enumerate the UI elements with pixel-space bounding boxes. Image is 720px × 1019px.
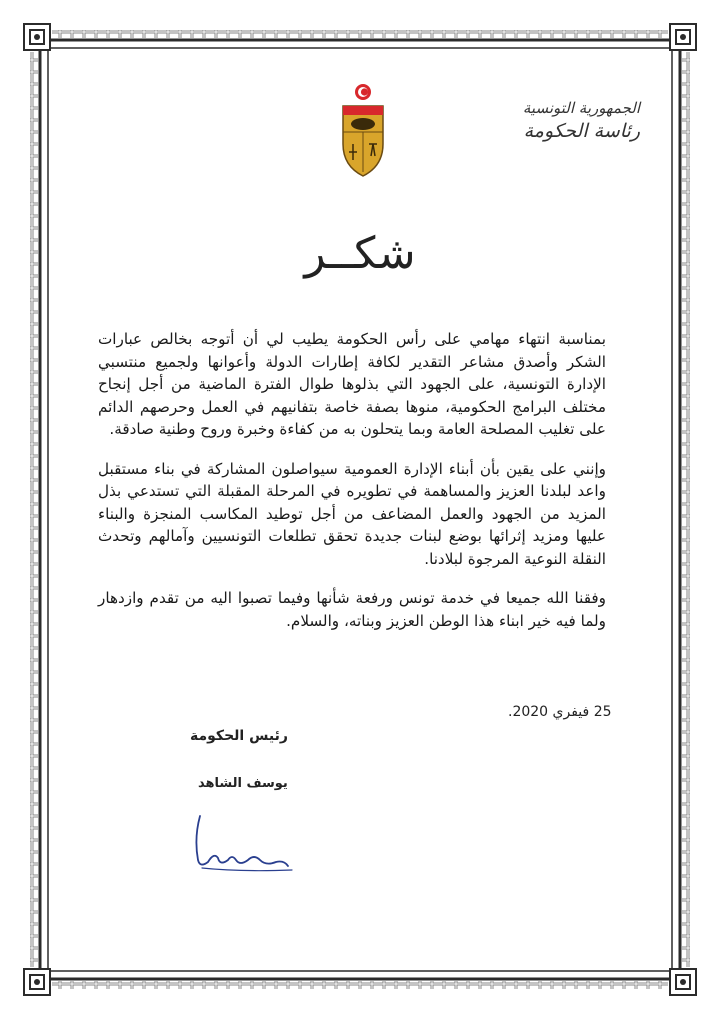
corner-ornament-br [670, 969, 696, 995]
letterhead-presidency: رئاسة الحكومة [523, 120, 640, 142]
letterhead-republic: الجمهورية التونسية [522, 99, 640, 117]
tunisia-coat-of-arms-icon [335, 82, 391, 182]
letter-page [60, 60, 660, 960]
paragraph-1: بمناسبة انتهاء مهامي على رأس الحكومة يطيب لي أن أتوجه بخالص عبارات الشكر وأصدق مشاعر التقدير لكافة إطارات الدولة وأعوانها ولجميع منتسبي الإدارة التونسية، على الجهود التي بذلوها طوال الفترة الماضية من أجل إنجاح مختلف البرامج الحكومية، منوها بصفة خاصة بتفانيهم في العمل وحرصهم الدائم على تغليب المصلحة العامة وبما يتحلون به من كفاءة وخبرة وروح وطنية صادقة. [98, 330, 606, 438]
letter-date: 25 فيفري 2020. [508, 704, 612, 720]
corner-ornament-tl [24, 24, 50, 50]
paragraph-2: وإنني على يقين بأن أبناء الإدارة العمومية سيواصلون المشاركة في بناء مستقبل واعد لبلدنا العزيز والمساهمة في تطويره في المرحلة المقبلة التي تستدعي بذل المزيد من الجهود والعمل المضاعف من أجل توطيد المكاسب المنجزة والبناء عليها ومزيد إثرائها بوضع لبنات جديدة تحقق تطلعات التونسيين وآمالهم وتحدث النقلة النوعية المرجوة لبلادنا. [98, 459, 606, 568]
letter-body [98, 328, 606, 649]
document-title: شكــر [304, 228, 416, 279]
paragraph-3: وفقنا الله جميعا في خدمة تونس ورفعة شأنها وفيما تصبوا اليه من تقدم وازدهار ولما فيه خير ابناء هذا الوطن العزيز وبناته، والسلام. [98, 589, 606, 630]
signatory-title: رئيس الحكومة [190, 728, 288, 744]
letterhead [470, 98, 640, 144]
signatory-name: يوسف الشاهد [198, 776, 288, 791]
handwritten-signature [180, 808, 310, 878]
corner-ornament-bl [24, 969, 50, 995]
corner-ornament-tr [670, 24, 696, 50]
